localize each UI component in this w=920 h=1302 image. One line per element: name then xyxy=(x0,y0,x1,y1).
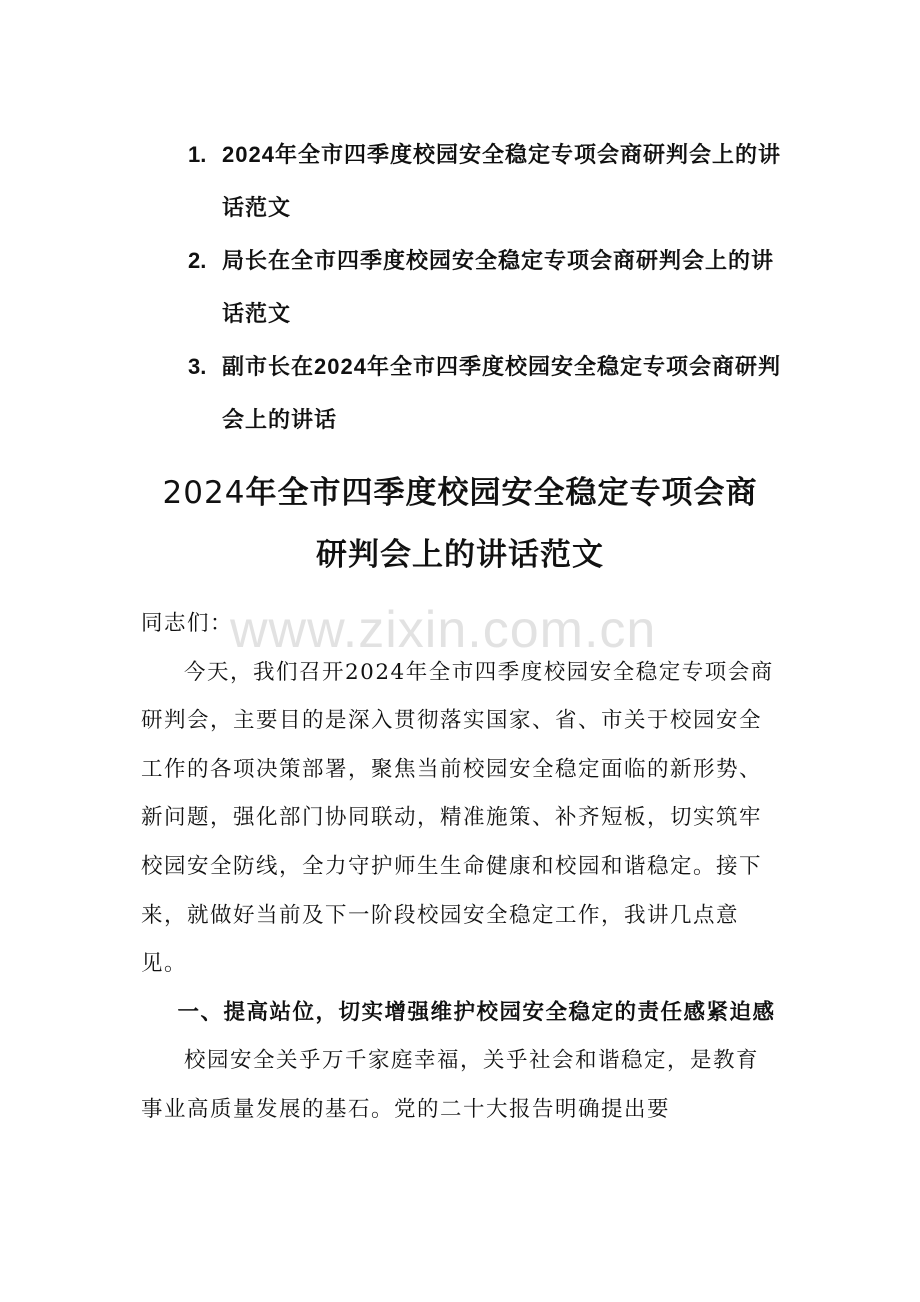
section-heading: 一、提高站位，切实增强维护校园安全稳定的责任感紧迫感 xyxy=(177,999,776,1025)
toc-number: 3. xyxy=(188,354,207,379)
toc-item[interactable] xyxy=(188,234,788,340)
body-paragraph: 校园安全关乎万千家庭幸福，关乎社会和谐稳定，是教育事业高质量发展的基石。党的二十大报告明确提出要 xyxy=(141,1048,760,1122)
document-body xyxy=(141,600,781,1135)
toc-item[interactable] xyxy=(188,340,788,446)
toc-text: 局长在全市四季度校园安全稳定专项会商研判会上的讲话范文 xyxy=(222,248,775,326)
toc-number: 2. xyxy=(188,248,207,273)
title-line-2: 研判会上的讲话范文 xyxy=(316,537,604,573)
toc-number: 1. xyxy=(188,142,207,167)
toc-item[interactable] xyxy=(188,128,788,234)
body-paragraph: 今天，我们召开2024年全市四季度校园安全稳定专项会商研判会，主要目的是深入贯彻落实国家、省、市关于校园安全工作的各项决策部署，聚焦当前校园安全稳定面临的新形势、新问题，强化部门协同联动，精准施策、补齐短板，切实筑牢校园安全防线，全力守护师生生命健康和校园和谐稳定。接下来，就做好当前及下一阶段校园安全稳定工作，我讲几点意见。 xyxy=(141,659,774,977)
toc-text: 2024年全市四季度校园安全稳定专项会商研判会上的讲话范文 xyxy=(222,142,781,220)
document-title xyxy=(100,462,820,586)
toc-text: 副市长在2024年全市四季度校园安全稳定专项会商研判会上的讲话 xyxy=(222,354,781,432)
watermark: www.zixin.com.cn xyxy=(230,601,657,659)
table-of-contents xyxy=(188,128,788,446)
title-line-1-text: 年全市四季度校园安全稳定专项会商 xyxy=(245,475,758,511)
title-year: 2024 xyxy=(162,475,246,511)
salutation: 同志们： xyxy=(141,611,234,636)
title-line-1 xyxy=(100,462,820,524)
